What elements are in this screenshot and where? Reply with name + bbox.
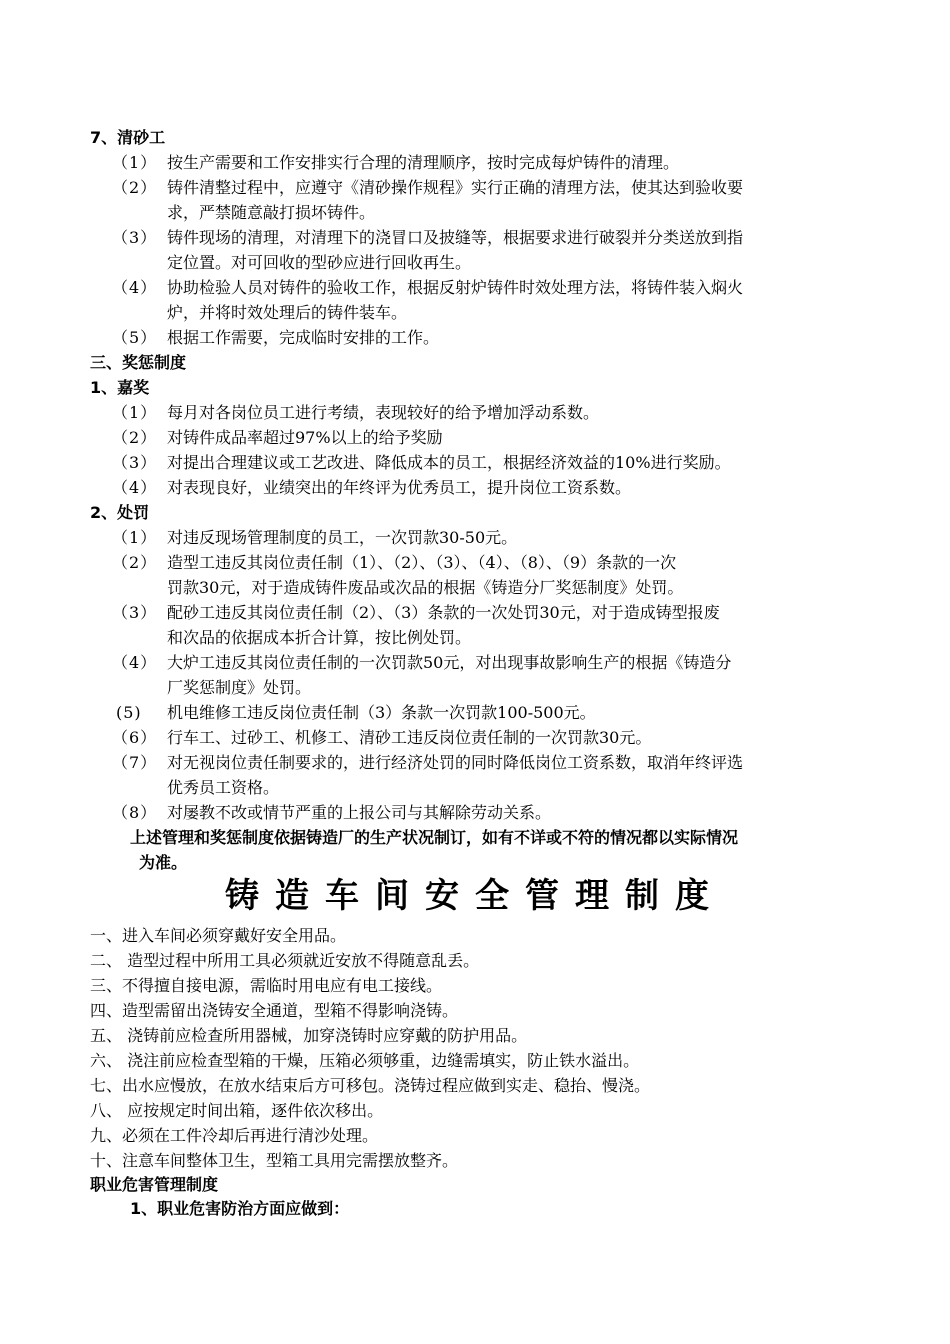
rule-item: 二、 造型过程中所用工具必须就近安放不得随意乱丢。 bbox=[90, 951, 480, 970]
subsection-heading: 1、嘉奖 bbox=[90, 378, 150, 397]
item-text: 大炉工违反其岗位责任制的一次罚款50元，对出现事故影响生产的根据《铸造分 bbox=[167, 653, 732, 672]
item-text: 对铸件成品率超过97%以上的给予奖励 bbox=[167, 428, 443, 447]
item-number: （4） bbox=[112, 278, 158, 297]
item-number: (5) bbox=[116, 703, 142, 722]
item-text: 对屡教不改或情节严重的上报公司与其解除劳动关系。 bbox=[167, 803, 552, 822]
section-heading: 7、清砂工 bbox=[90, 128, 166, 147]
section-heading: 职业危害管理制度 bbox=[90, 1175, 219, 1194]
item-number: （4） bbox=[112, 478, 158, 497]
item-number: （2） bbox=[112, 553, 158, 572]
item-number: （6） bbox=[112, 728, 158, 747]
item-number: （8） bbox=[112, 803, 158, 822]
item-number: （5） bbox=[112, 328, 158, 347]
rule-item: 七、出水应慢放，在放水结束后方可移包。浇铸过程应做到实走、稳抬、慢浇。 bbox=[90, 1076, 651, 1095]
rule-item: 一、进入车间必须穿戴好安全用品。 bbox=[90, 926, 347, 945]
item-text: 和次品的依据成本折合计算，按比例处罚。 bbox=[167, 628, 472, 647]
page-title: 铸造车间安全管理制度 bbox=[225, 876, 725, 916]
section-heading: 三、奖惩制度 bbox=[90, 353, 187, 372]
rule-item: 三、不得擅自接电源，需临时用电应有电工接线。 bbox=[90, 976, 443, 995]
item-text: 厂奖惩制度》处罚。 bbox=[167, 678, 312, 697]
item-text: 每月对各岗位员工进行考绩，表现较好的给予增加浮动系数。 bbox=[167, 403, 600, 422]
item-number: （1） bbox=[112, 403, 158, 422]
item-number: （3） bbox=[112, 453, 158, 472]
closing-note-line: 为准。 bbox=[139, 853, 188, 872]
subsection-heading: 2、处罚 bbox=[90, 503, 150, 522]
subsection-heading: 1、职业危害防治方面应做到： bbox=[130, 1199, 350, 1218]
item-number: （2） bbox=[112, 428, 158, 447]
item-text: 行车工、过砂工、机修工、清砂工违反岗位责任制的一次罚款30元。 bbox=[167, 728, 652, 747]
rule-item: 十、注意车间整体卫生，型箱工具用完需摆放整齐。 bbox=[90, 1151, 459, 1170]
item-text: 罚款30元，对于造成铸件废品或次品的根据《铸造分厂奖惩制度》处罚。 bbox=[167, 578, 684, 597]
item-text: 造型工违反其岗位责任制（1）、（2）、（3）、（4）、（8）、（9）条款的一次 bbox=[167, 553, 677, 572]
rule-item: 五、 浇铸前应检查所用器械，加穿浇铸时应穿戴的防护用品。 bbox=[90, 1026, 528, 1045]
rule-item: 四、造型需留出浇铸安全通道，型箱不得影响浇铸。 bbox=[90, 1001, 459, 1020]
item-text: 协助检验人员对铸件的验收工作，根据反射炉铸件时效处理方法，将铸件装入焖火 bbox=[167, 278, 744, 297]
item-text: 定位置。对可回收的型砂应进行回收再生。 bbox=[167, 253, 472, 272]
item-text: 求，严禁随意敲打损坏铸件。 bbox=[167, 203, 376, 222]
item-text: 根据工作需要，完成临时安排的工作。 bbox=[167, 328, 440, 347]
item-number: （2） bbox=[112, 178, 158, 197]
item-text: 对表现良好，业绩突出的年终评为优秀员工，提升岗位工资系数。 bbox=[167, 478, 632, 497]
item-text: 按生产需要和工作安排实行合理的清理顺序，按时完成每炉铸件的清理。 bbox=[167, 153, 680, 172]
item-number: （1） bbox=[112, 528, 158, 547]
item-text: 铸件现场的清理，对清理下的浇冒口及披缝等，根据要求进行破裂并分类送放到指 bbox=[167, 228, 744, 247]
item-number: （3） bbox=[112, 603, 158, 622]
item-number: （4） bbox=[112, 653, 158, 672]
item-text: 优秀员工资格。 bbox=[167, 778, 280, 797]
rule-item: 六、 浇注前应检查型箱的干燥，压箱必须够重，边缝需填实，防止铁水溢出。 bbox=[90, 1051, 640, 1070]
item-number: （7） bbox=[112, 753, 158, 772]
item-text: 铸件清整过程中，应遵守《清砂操作规程》实行正确的清理方法，使其达到验收要 bbox=[167, 178, 744, 197]
item-number: （3） bbox=[112, 228, 158, 247]
rule-item: 九、必须在工件冷却后再进行清沙处理。 bbox=[90, 1126, 379, 1145]
item-text: 炉，并将时效处理后的铸件装车。 bbox=[167, 303, 408, 322]
closing-note bbox=[130, 825, 870, 875]
item-text: 配砂工违反其岗位责任制（2）、（3）条款的一次处罚30元，对于造成铸型报废 bbox=[167, 603, 720, 622]
item-text: 机电维修工违反岗位责任制（3）条款一次罚款100-500元。 bbox=[167, 703, 596, 722]
item-text: 对无视岗位责任制要求的，进行经济处罚的同时降低岗位工资系数，取消年终评选 bbox=[167, 753, 744, 772]
item-number: （1） bbox=[112, 153, 158, 172]
closing-note-line: 上述管理和奖惩制度依据铸造厂的生产状况制订，如有不详或不符的情况都以实际情况 bbox=[130, 828, 739, 847]
item-text: 对违反现场管理制度的员工，一次罚款30-50元。 bbox=[167, 528, 518, 547]
item-text: 对提出合理建议或工艺改进、降低成本的员工，根据经济效益的10%进行奖励。 bbox=[167, 453, 731, 472]
rule-item: 八、 应按规定时间出箱，逐件依次移出。 bbox=[90, 1101, 384, 1120]
